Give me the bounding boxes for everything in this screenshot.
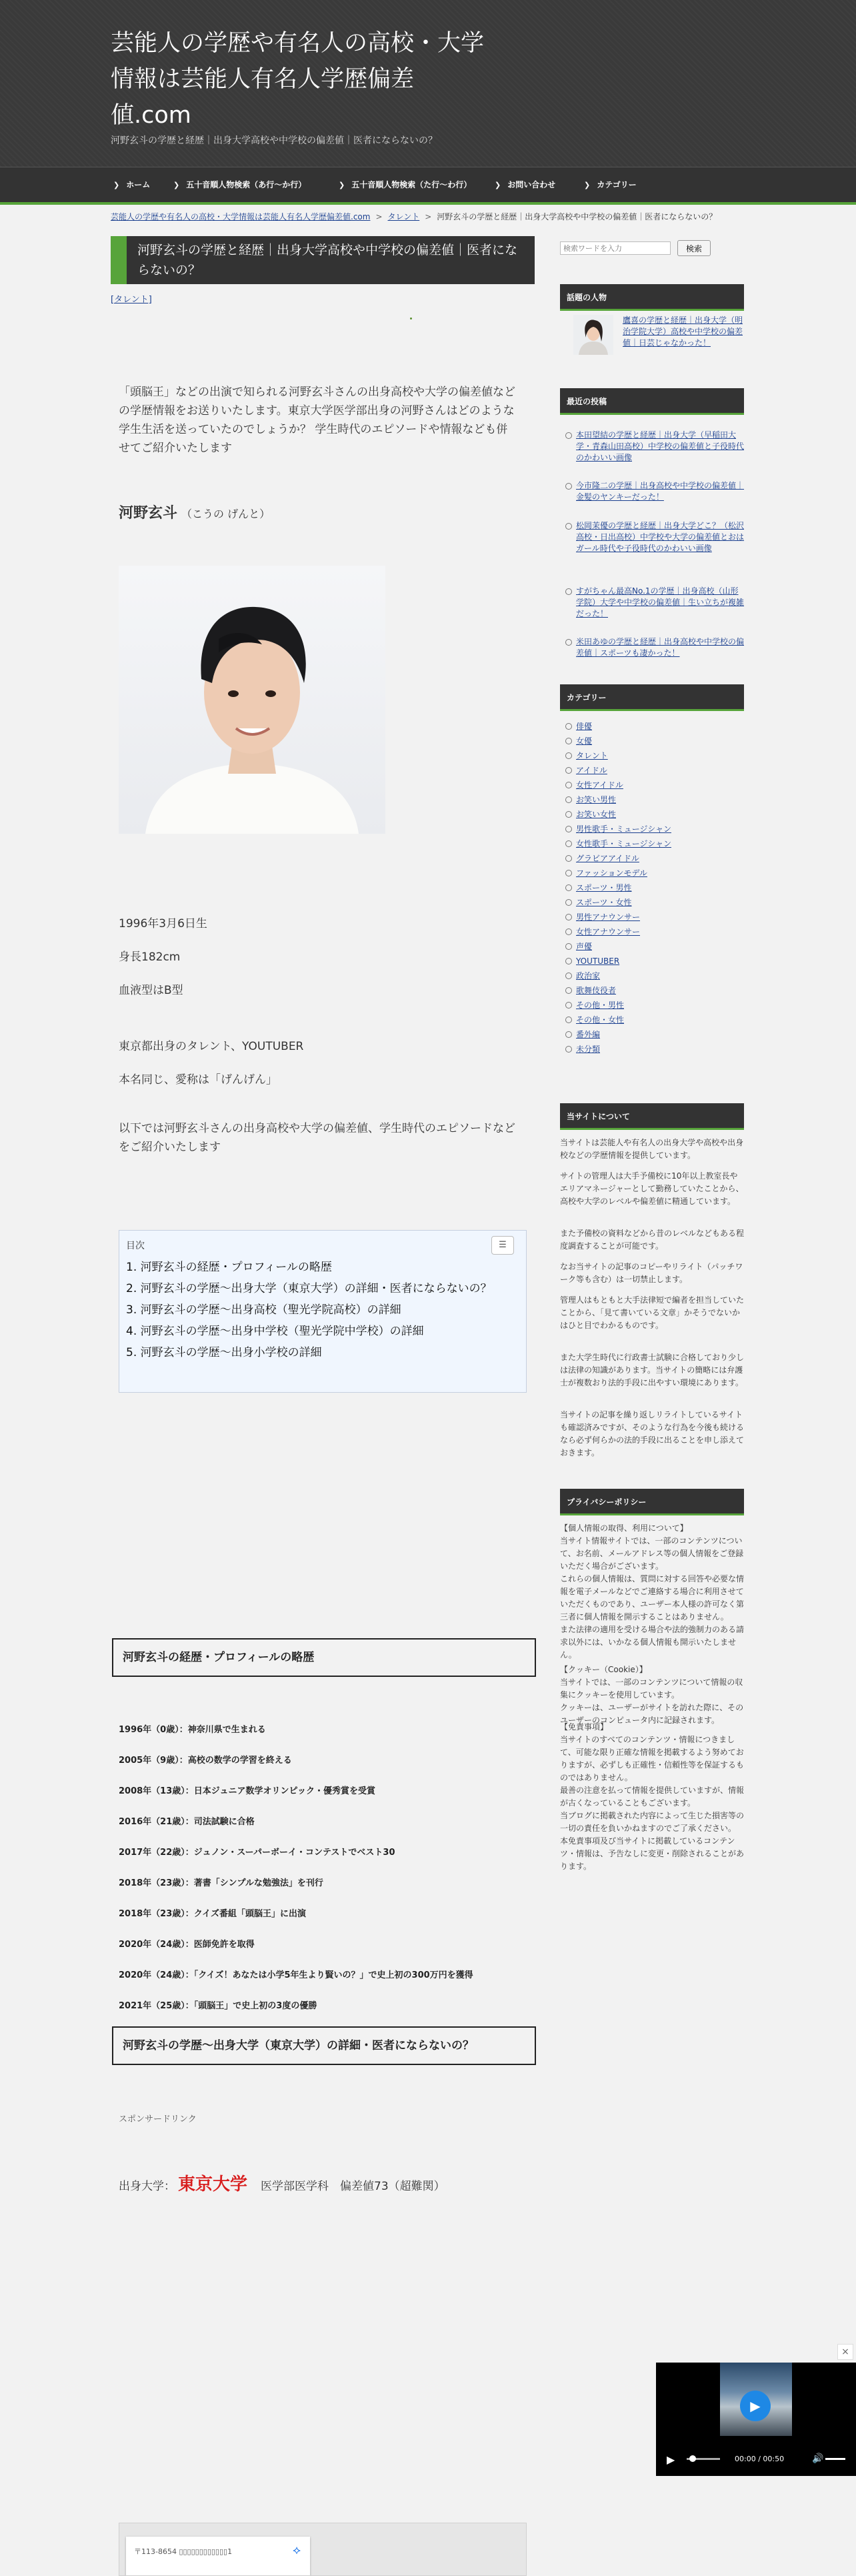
timeline-item: 2018年（23歳）：著書「シンプルな勉強法」を刊行 (119, 1878, 323, 1888)
about-text: また予備校の資料などから昔のレベルなどもある程度調査することが可能です。 (560, 1229, 745, 1251)
site-header (0, 0, 856, 167)
person-kana: （こうの げんと） (181, 508, 271, 520)
school-detail: 医学部医学科 偏差値73（超難関） (261, 2180, 445, 2193)
person-photo (119, 566, 385, 834)
category-item: アイドル (560, 763, 744, 778)
chevron-right-icon: ❯ (339, 181, 345, 189)
video-player[interactable] (656, 2363, 856, 2476)
volume-icon[interactable]: 🔊 (812, 2453, 824, 2464)
widget-title-recent: 最近の投稿 (560, 388, 744, 415)
widget-title-about: 当サイトについて (560, 1103, 744, 1130)
widget-title-category: カテゴリー (560, 684, 744, 711)
recent-post-link[interactable]: 今市隆二の学歴｜出身高校や中学校の偏差値｜金髪のヤンキーだった！ (576, 481, 745, 502)
video-close-button[interactable]: × (837, 2344, 853, 2360)
nav-item-contact[interactable]: ❯ お問い合わせ (495, 180, 556, 189)
widget-title-popular: 話題の人物 (560, 284, 744, 311)
volume-slider[interactable] (825, 2458, 845, 2460)
site-description: 河野玄斗の学歴と経歴｜出身大学高校や中学校の偏差値｜医者にならないの？ (111, 135, 437, 146)
popular-item[interactable] (560, 315, 744, 359)
section-heading-profile: 河野玄斗の経歴・プロフィールの略歴 (112, 1638, 536, 1677)
category-item: グラビアアイドル (560, 851, 744, 866)
breadcrumb-current: 河野玄斗の学歴と経歴｜出身大学高校や中学校の偏差値｜医者にならないの？ (437, 212, 717, 221)
about-text: 当サイトは芸能人や有名人の出身大学や高校や出身校などの学歴情報を提供しています。 (560, 1138, 744, 1160)
nav-item-search-a-ka[interactable]: ❯ 五十音順人物検索（あ行〜か行） (173, 180, 307, 189)
about-text: なお当サイトの記事のコピーやリライト（パッチワーク等も含む）は一切禁止します。 (560, 1262, 743, 1284)
timeline-item: 2021年（25歳）：「頭脳王」で史上初の3度の優勝 (119, 2001, 317, 2011)
category-item: 番外編 (560, 1027, 744, 1042)
site-title[interactable]: 芸能人の学歴や有名人の高校・大学情報は芸能人有名人学歴偏差値.com (111, 30, 485, 129)
recent-item (560, 430, 744, 464)
category-item: 俳優 (560, 719, 744, 734)
entry-title: 河野玄斗の学歴と経歴｜出身大学高校や中学校の偏差値｜医者にならないの？ (111, 236, 535, 284)
video-controls (656, 2449, 856, 2469)
category-item: 女性歌手・ミュージシャン (560, 836, 744, 851)
category-item: 声優 (560, 939, 744, 954)
search-input[interactable] (560, 241, 671, 255)
toc-list (126, 1259, 513, 1365)
toc-item[interactable]: 3. 河野玄斗の学歴〜出身高校（聖光学院高校）の詳細 (126, 1303, 401, 1317)
category-link[interactable]: [タレント] (111, 295, 152, 305)
about-text: また大学生時代に行政書士試験に合格しており少しは法律の知識があります。当サイトの簡略には弁護士が複数おり法的手段に出やすい環境にあります。 (560, 1353, 745, 1387)
nav-item-category[interactable]: ❯ カテゴリー (584, 180, 637, 189)
recent-post-link[interactable]: 松岡茉優の学歴と経歴｜出身大学どこ？（松沢高校・日出高校）中学校や大学の偏差値とおはガール時代や子役時代のかわいい画像 (576, 521, 745, 553)
breadcrumb (111, 211, 717, 222)
university-name: 東京大学 (178, 2174, 248, 2194)
breadcrumb-category[interactable]: タレント (387, 212, 420, 221)
category-item: 女性アナウンサー (560, 924, 744, 939)
category-item: その他・男性 (560, 998, 744, 1013)
timeline-item: 1996年（0歳）：神奈川県で生まれる (119, 1725, 266, 1735)
chevron-right-icon: > (375, 212, 383, 221)
global-nav (0, 167, 856, 205)
chevron-right-icon: ❯ (113, 181, 120, 189)
toc-item[interactable]: 1. 河野玄斗の経歴・プロフィールの略歴 (126, 1261, 332, 1274)
about-text: 当サイトの記事を繰り返しリライトしているサイトも確認済みですが、そのような行為を今後も続けるなら必ず何らかの法的手段に出ることを申し添えておきます。 (560, 1410, 745, 1457)
recent-item (560, 586, 744, 620)
section-heading-university: 河野玄斗の学歴〜出身大学（東京大学）の詳細・医者にならないの？ (112, 2026, 536, 2065)
category-item: 女性アイドル (560, 778, 744, 792)
chevron-right-icon: ❯ (173, 181, 180, 189)
about-text: サイトの管理人は大手予備校に10年以上教室長やエリアマネージャーとして勤務していたことから、高校や大学のレベルや偏差値に精通しています。 (560, 1171, 744, 1206)
category-item: お笑い男性 (560, 792, 744, 807)
category-item: スポーツ・女性 (560, 895, 744, 910)
timeline-item: 2005年（9歳）：高校の数学の学習を終える (119, 1756, 292, 1766)
intro-text: 「頭脳王」などの出演で知られる河野玄斗さんの出身高校や大学の偏差値などの学歴情報をお送りいたします。東京大学医学部出身の河野さんはどのような学生生活を送っていたのでしょうか？ 学生時代のエピソードや情報なども併せてご紹介いたします (119, 386, 515, 455)
toc-title: 目次 (126, 1241, 145, 1251)
category-list (560, 719, 744, 1057)
recent-post-link[interactable]: 本田望結の学歴と経歴｜出身大学（早稲田大学・青森山田高校）中学校の偏差値と子役時代のかわいい画像 (576, 430, 745, 462)
category-item: 男性アナウンサー (560, 910, 744, 924)
toc-item[interactable]: 2. 河野玄斗の学歴〜出身大学（東京大学）の詳細・医者にならないの？ (126, 1282, 492, 1295)
list-icon: ☰ (499, 1240, 507, 1250)
chevron-right-icon: ❯ (584, 181, 591, 189)
school-line: 出身大学： 東京大学 医学部医学科 偏差値73（超難関） (119, 2174, 445, 2194)
sponsor-label: スポンサードリンク (119, 2114, 197, 2124)
play-button[interactable]: ▶ (667, 2453, 675, 2466)
category-item: ファッションモデル (560, 866, 744, 880)
toc-item[interactable]: 5. 河野玄斗の学歴〜出身小学校の詳細 (126, 1346, 322, 1359)
timeline-item: 2016年（21歳）：司法試験に合格 (119, 1817, 255, 1827)
category-item: 歌舞伎役者 (560, 983, 744, 998)
timeline-item: 2008年（13歳）：日本ジュニア数学オリンピック・優秀賞を受賞 (119, 1786, 375, 1796)
map-info-card (126, 2537, 310, 2576)
person-photo-illustration (119, 566, 385, 834)
category-item: スポーツ・男性 (560, 880, 744, 895)
category-item: 女優 (560, 734, 744, 748)
privacy-text: 【個人情報の取得、利用について】 当サイト情報サイトでは、一部のコンテンツについて、お名前、メールアドレス等の個人情報をご登録いただく場合がございます。 これらの個人情報は、質問に対する回答や必要な情報を電子メールなどでご連絡する場合に利用させていただくものであり、ユーザー本人様の許可なく第三者に個人情報を開示することはありません。 また法律の適用を受ける場合や法的強制力のある請求以外には、いかなる個人情報も開示いたしません。 (560, 1523, 745, 1660)
timeline-item: 2020年（24歳）：「クイズ！あなたは小学5年生より賢いの？」で史上初の300万円を獲得 (119, 1970, 473, 1980)
category-item: 未分類 (560, 1042, 744, 1057)
play-icon[interactable]: ▶ (740, 2391, 771, 2421)
widget-title-privacy: プライバシーポリシー (560, 1489, 744, 1515)
recent-post-link[interactable]: 米田あゆの学歴と経歴｜出身高校や中学校の偏差値｜スポーツも凄かった！ (576, 637, 745, 658)
recent-post-link[interactable]: すがちゃん最高No.1の学歴｜出身高校（山形学院）大学や中学校の偏差値｜生い立ちが複雑だった！ (576, 586, 745, 618)
category-item: YOUTUBER (560, 954, 744, 969)
fact-blood-type: 血液型はB型 (119, 984, 183, 997)
privacy-text: 【クッキー（Cookie）】 当サイトでは、一部のコンテンツについて情報の収集にクッキーを使用しています。 クッキーは、ユーザーがサイトを訪れた際に、そのユーザーのコンピュータ内に記録されます。 (560, 1665, 744, 1725)
table-of-contents (119, 1230, 527, 1393)
lead-text: 以下では河野玄斗さんの出身高校や大学の偏差値、学生時代のエピソードなどをご紹介いたします (119, 1122, 515, 1154)
person-thumbnail-illustration (573, 315, 613, 355)
search-button[interactable]: 検索 (677, 240, 711, 256)
ad-dot (410, 317, 412, 319)
category-item: 男性歌手・ミュージシャン (560, 822, 744, 836)
toc-item[interactable]: 4. 河野玄斗の学歴〜出身中学校（聖光学院中学校）の詳細 (126, 1325, 424, 1338)
category-item: お笑い女性 (560, 807, 744, 822)
timeline-item: 2020年（24歳）：医師免許を取得 (119, 1940, 255, 1950)
nav-item-search-ta-wa[interactable]: ❯ 五十音順人物検索（た行〜わ行） (339, 180, 472, 189)
category-item: 政治家 (560, 969, 744, 983)
category-item: その他・女性 (560, 1013, 744, 1027)
category-item: タレント (560, 748, 744, 763)
chevron-right-icon: > (425, 212, 432, 221)
directions-icon[interactable]: ⟡ (293, 2543, 301, 2557)
video-time: 00:00 / 00:50 (735, 2455, 785, 2463)
toc-toggle-button[interactable] (491, 1236, 514, 1255)
person-name: 河野玄斗 （こうの げんと） (119, 505, 271, 522)
seek-handle[interactable] (689, 2455, 696, 2462)
fact-height: 身長182cm (119, 950, 181, 964)
nav-item-home[interactable]: ❯ ホーム (113, 180, 151, 189)
privacy-text: 【免責事項】 当サイトのすべてのコンテンツ・情報につきまして、可能な限り正確な情報を掲載するよう努めておりますが、必ずしも正確性・信頼性等を保証するものではありません。 最善の注意を払って情報を提供していますが、情報が古くなっていることもございます。 当ブログに掲載された内容によって生じた損害等の一切の責任を負いかねますのでご了承ください。 本免責事項及び当サイトに掲載しているコンテンツ・情報は、予告なしに変更・削除されることがあります。 (560, 1722, 745, 1871)
recent-item (560, 636, 744, 659)
breadcrumb-home[interactable]: 芸能人の学歴や有名人の高校・大学情報は芸能人有名人学歴偏差値.com (111, 212, 371, 221)
timeline-item: 2018年（23歳）：クイズ番組「頭脳王」に出演 (119, 1909, 306, 1919)
popular-item-link[interactable]: 鷹喜の学歴と経歴｜出身大学（明治学院大学）高校や中学校の偏差値｜日芸じゃなかった！ (623, 315, 743, 348)
fact-nickname: 本名同じ、愛称は「げんげん」 (119, 1073, 277, 1087)
chevron-right-icon: ❯ (495, 181, 501, 189)
map-embed[interactable] (119, 2523, 527, 2576)
recent-item (560, 480, 744, 503)
timeline-item: 2017年（22歳）：ジュノン・スーパーボーイ・コンテストでベスト30 (119, 1848, 395, 1858)
recent-item (560, 520, 744, 554)
popular-thumbnail[interactable] (573, 315, 613, 355)
fact-birthday: 1996年3月6日生 (119, 917, 207, 930)
about-text: 管理人はもともと大手法律短で編者を担当していたことから、「見て書いている文章」かそうでないかはひと目でわかるものです。 (560, 1295, 745, 1330)
map-address: 〒113-8654 ▯▯▯▯▯▯▯▯▯▯▯▯1 (134, 2547, 233, 2556)
fact-origin: 東京都出身のタレント、YOUTUBER (119, 1040, 304, 1053)
